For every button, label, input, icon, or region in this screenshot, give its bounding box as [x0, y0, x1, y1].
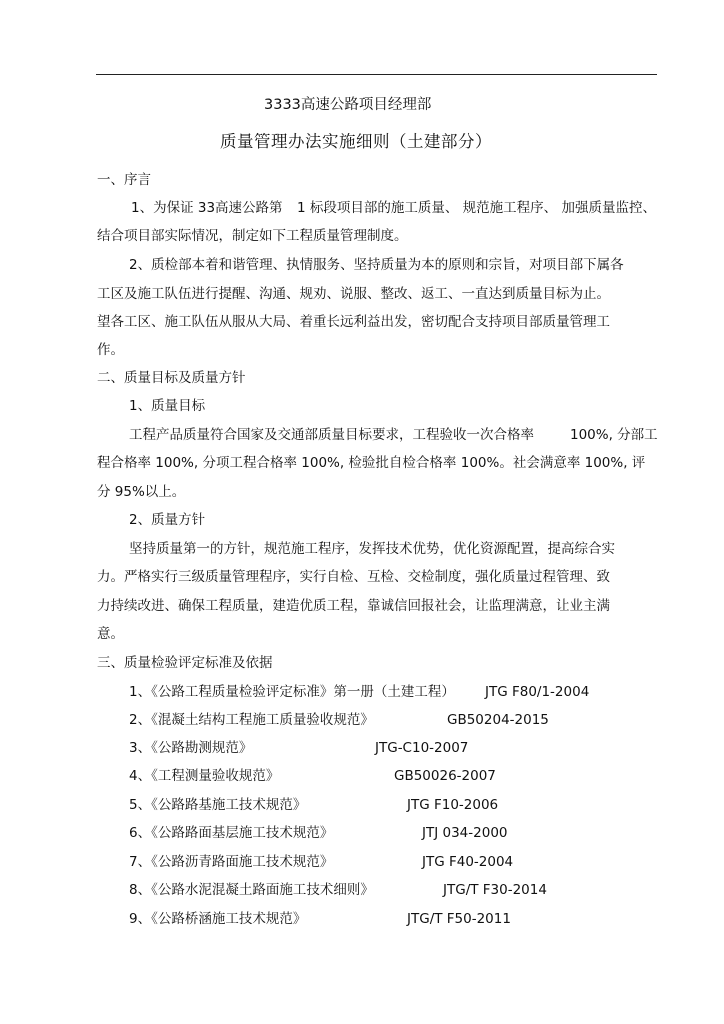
preface-p1-line1-a: 1、为保证 33高速公路第: [131, 200, 283, 216]
standard-code: JTG/T F50-2011: [407, 911, 511, 927]
preface-p2-line2: 工区及施工队伍进行提醒、沟通、规劝、说服、整改、返工、一直达到质量目标为止。: [97, 286, 610, 302]
preface-p1-line1-b: 1 标段项目部的施工质量、 规范施工程序、 加强质量监控、: [297, 200, 656, 216]
policy-line2: 力。严格实行三级质量管理程序，实行自检、互检、交检制度，强化质量过程管理、致: [97, 569, 610, 585]
standard-name: 6、《公路路面基层施工技术规范》: [129, 825, 334, 841]
standard-code: JTJ 034-2000: [422, 825, 508, 841]
goal-line1-a: 工程产品质量符合国家及交通部质量目标要求，工程验收一次合格率: [129, 427, 534, 443]
preface-p1-line2: 结合项目部实际情况，制定如下工程质量管理制度。: [97, 228, 408, 244]
standard-name: 1、《公路工程质量检验评定标准》第一册（土建工程）: [129, 684, 455, 700]
subheading-quality-policy: 2、质量方针: [129, 512, 206, 528]
standard-name: 8、《公路水泥混凝土路面施工技术细则》: [129, 882, 374, 898]
standard-name: 5、《公路路基施工技术规范》: [129, 797, 307, 813]
standard-name: 7、《公路沥青路面施工技术规范》: [129, 854, 334, 870]
policy-line3: 力持续改进、确保工程质量，建造优质工程，靠诚信回报社会，让监理满意，让业主满: [97, 598, 610, 614]
standard-code: JTG F10-2006: [407, 797, 499, 813]
standard-name: 4、《工程测量验收规范》: [129, 768, 280, 784]
section-heading-standards: 三、质量检验评定标准及依据: [97, 655, 273, 671]
standard-code: JTG/T F30-2014: [443, 882, 547, 898]
document-title: 3333高速公路项目经理部: [264, 97, 432, 113]
section-heading-quality-goals: 二、质量目标及质量方针: [97, 370, 246, 386]
policy-line1: 坚持质量第一的方针，规范施工程序，发挥技术优势，优化资源配置，提高综合实: [129, 541, 615, 557]
standard-code: JTG F80/1-2004: [485, 684, 590, 700]
standard-name: 2、《混凝土结构工程施工质量验收规范》: [129, 712, 374, 728]
policy-line4: 意。: [97, 626, 124, 642]
document-subtitle: 质量管理办法实施细则（土建部分）: [220, 132, 492, 151]
standard-code: JTG-C10-2007: [375, 740, 469, 756]
top-rule: [96, 74, 657, 75]
subheading-quality-goal: 1、质量目标: [129, 398, 206, 414]
standard-name: 9、《公路桥涵施工技术规范》: [129, 911, 307, 927]
standard-code: JTG F40-2004: [422, 854, 514, 870]
preface-p2-line1: 2、质检部本着和谐管理、执情服务、坚持质量为本的原则和宗旨，对项目部下属各: [129, 257, 624, 273]
goal-line1-b: 100%, 分部工: [570, 427, 658, 443]
standard-code: GB50204-2015: [447, 712, 549, 728]
goal-line2: 程合格率 100%, 分项工程合格率 100%, 检验批自检合格率 100%。社会满意率 100%, 评: [97, 455, 646, 471]
preface-p3-line1: 望各工区、施工队伍从服从大局、着重长远利益出发，密切配合支持项目部质量管理工: [97, 314, 610, 330]
section-heading-preface: 一、序言: [97, 172, 151, 188]
preface-p3-line2: 作。: [97, 342, 124, 358]
standard-code: GB50026-2007: [394, 768, 496, 784]
standard-name: 3、《公路勘测规范》: [129, 740, 253, 756]
goal-line3: 分 95%以上。: [97, 484, 186, 500]
